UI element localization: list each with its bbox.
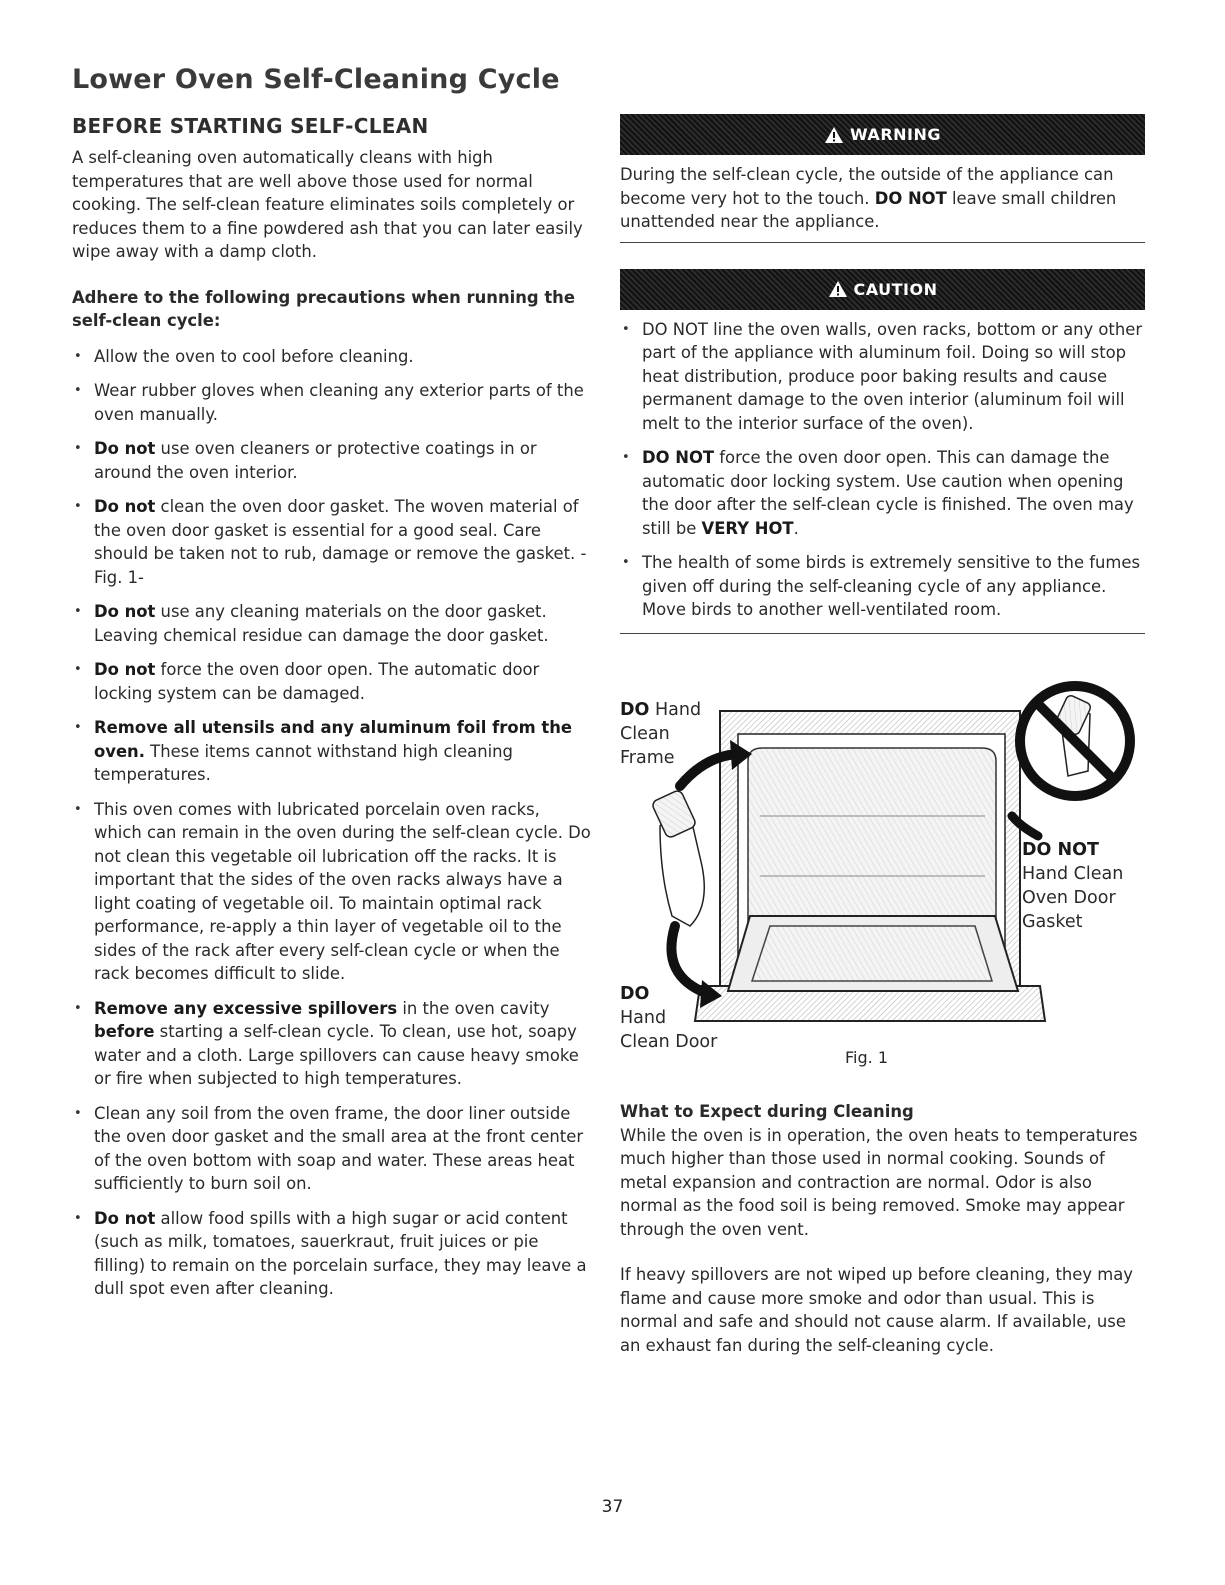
warning-text: During the self-clean cycle, the outside of the appliance can become very hot to the touch. DO NOT leave small children unattended near the appliance.	[620, 165, 1117, 231]
list-item: • Allow the oven to cool before cleaning.	[72, 345, 592, 369]
page-number: 37	[601, 1497, 624, 1517]
list-item: • DO NOT line the oven walls, oven racks, bottom or any other part of the appliance with aluminum foil. Doing so will stop heat distribution, produce poor baking results and cause permanent damage to the oven interior (aluminum foil will melt to the interior surface of the oven).	[620, 318, 1145, 436]
warning-banner	[620, 114, 1145, 155]
caution-banner	[620, 269, 1145, 310]
list-item: • Do not force the oven door open. The automatic door locking system can be damaged.	[72, 658, 592, 705]
list-item: • Do not use any cleaning materials on the door gasket. Leaving chemical residue can damage the door gasket.	[72, 600, 592, 647]
list-item: • Remove any excessive spillovers in the oven cavity before starting a self-clean cycle. To clean, use hot, soapy water and a cloth. Large spillovers can cause heavy smoke or fire when subjected to high temperatures.	[72, 997, 592, 1091]
right-column	[620, 114, 1145, 634]
list-item: • Clean any soil from the oven frame, the door liner outside the oven door gasket and the small area at the front center of the oven bottom with soap and water. These areas heat sufficiently to burn soil on.	[72, 1102, 592, 1196]
expect-heading: What to Expect during Cleaning	[620, 1102, 914, 1121]
list-item: • This oven comes with lubricated porcelain oven racks, which can remain in the oven during the self-clean cycle. Do not clean this vegetable oil lubrication off the racks. It is important that the sides of the oven racks always have a light coating of vegetable oil. To maintain optimal rack performance, re-apply a thin layer of vegetable oil to the sides of the rack after every self-clean cycle or when the rack becomes difficult to slide.	[72, 798, 592, 986]
label-clean-door: DO Hand Clean Door	[620, 984, 718, 1052]
list-item: • Wear rubber gloves when cleaning any exterior parts of the oven manually.	[72, 379, 592, 426]
expect-paragraph-2: If heavy spillovers are not wiped up before cleaning, they may flame and cause more smoke and odor than usual. This is normal and safe and should not cause alarm. If available, use an exhaust fan during the self-cleaning cycle.	[620, 1265, 1134, 1355]
list-item: • Do not allow food spills with a high sugar or acid content (such as milk, tomatoes, sauerkraut, fruit juices or pie filling) to remain on the porcelain surface, they may leave a dull spot even after cleaning.	[72, 1207, 592, 1301]
list-item: • Remove all utensils and any aluminum foil from the oven. These items cannot withstand high cleaning temperatures.	[72, 716, 592, 787]
warning-label: WARNING	[850, 125, 941, 144]
expect-paragraph-1: While the oven is in operation, the oven heats to temperatures much higher than those used in normal cooking. Sounds of metal expansion and contraction are normal. Odor is also normal as the food soil is being removed. Smoke may appear through the oven vent.	[620, 1125, 1138, 1239]
list-item: • Do not clean the oven door gasket. The woven material of the oven door gasket is essential for a good seal. Care should be taken not to rub, damage or remove the gasket. -Fig. 1-	[72, 495, 592, 589]
warning-icon	[824, 126, 844, 144]
list-item: • DO NOT force the oven door open. This can damage the automatic door locking system. Use caution when opening the door after the self-clean cycle is finished. The oven may still be VERY HOT.	[620, 446, 1145, 540]
precautions-list	[72, 345, 592, 1301]
label-gasket: DO NOT Hand Clean Oven Door Gasket	[1022, 840, 1124, 932]
caution-label: CAUTION	[853, 279, 938, 299]
left-column	[72, 114, 592, 1312]
caution-icon	[828, 280, 848, 298]
divider	[620, 242, 1145, 243]
label-clean-frame: DO Hand Clean Frame	[620, 700, 702, 768]
caution-list	[620, 318, 1145, 622]
page-title: Lower Oven Self-Cleaning Cycle	[72, 64, 560, 95]
divider	[620, 633, 1145, 634]
oven-figure	[620, 676, 1145, 1076]
intro-paragraph: A self-cleaning oven automatically cleans with high temperatures that are well above those used for normal cooking. The self-clean feature eliminates soils completely or reduces them to a fine powdered ash that you can later easily wipe away with a damp cloth.	[72, 148, 583, 261]
figure-caption: Fig. 1	[845, 1048, 888, 1067]
section-heading: BEFORE STARTING SELF-CLEAN	[72, 114, 429, 138]
list-item: • Do not use oven cleaners or protective coatings in or around the oven interior.	[72, 437, 592, 484]
list-item: • The health of some birds is extremely sensitive to the fumes given off during the self-cleaning cycle of any appliance. Move birds to another well-ventilated room.	[620, 551, 1145, 622]
precautions-heading: Adhere to the following precautions when running the self-clean cycle:	[72, 287, 575, 330]
expect-section	[620, 1100, 1145, 1357]
